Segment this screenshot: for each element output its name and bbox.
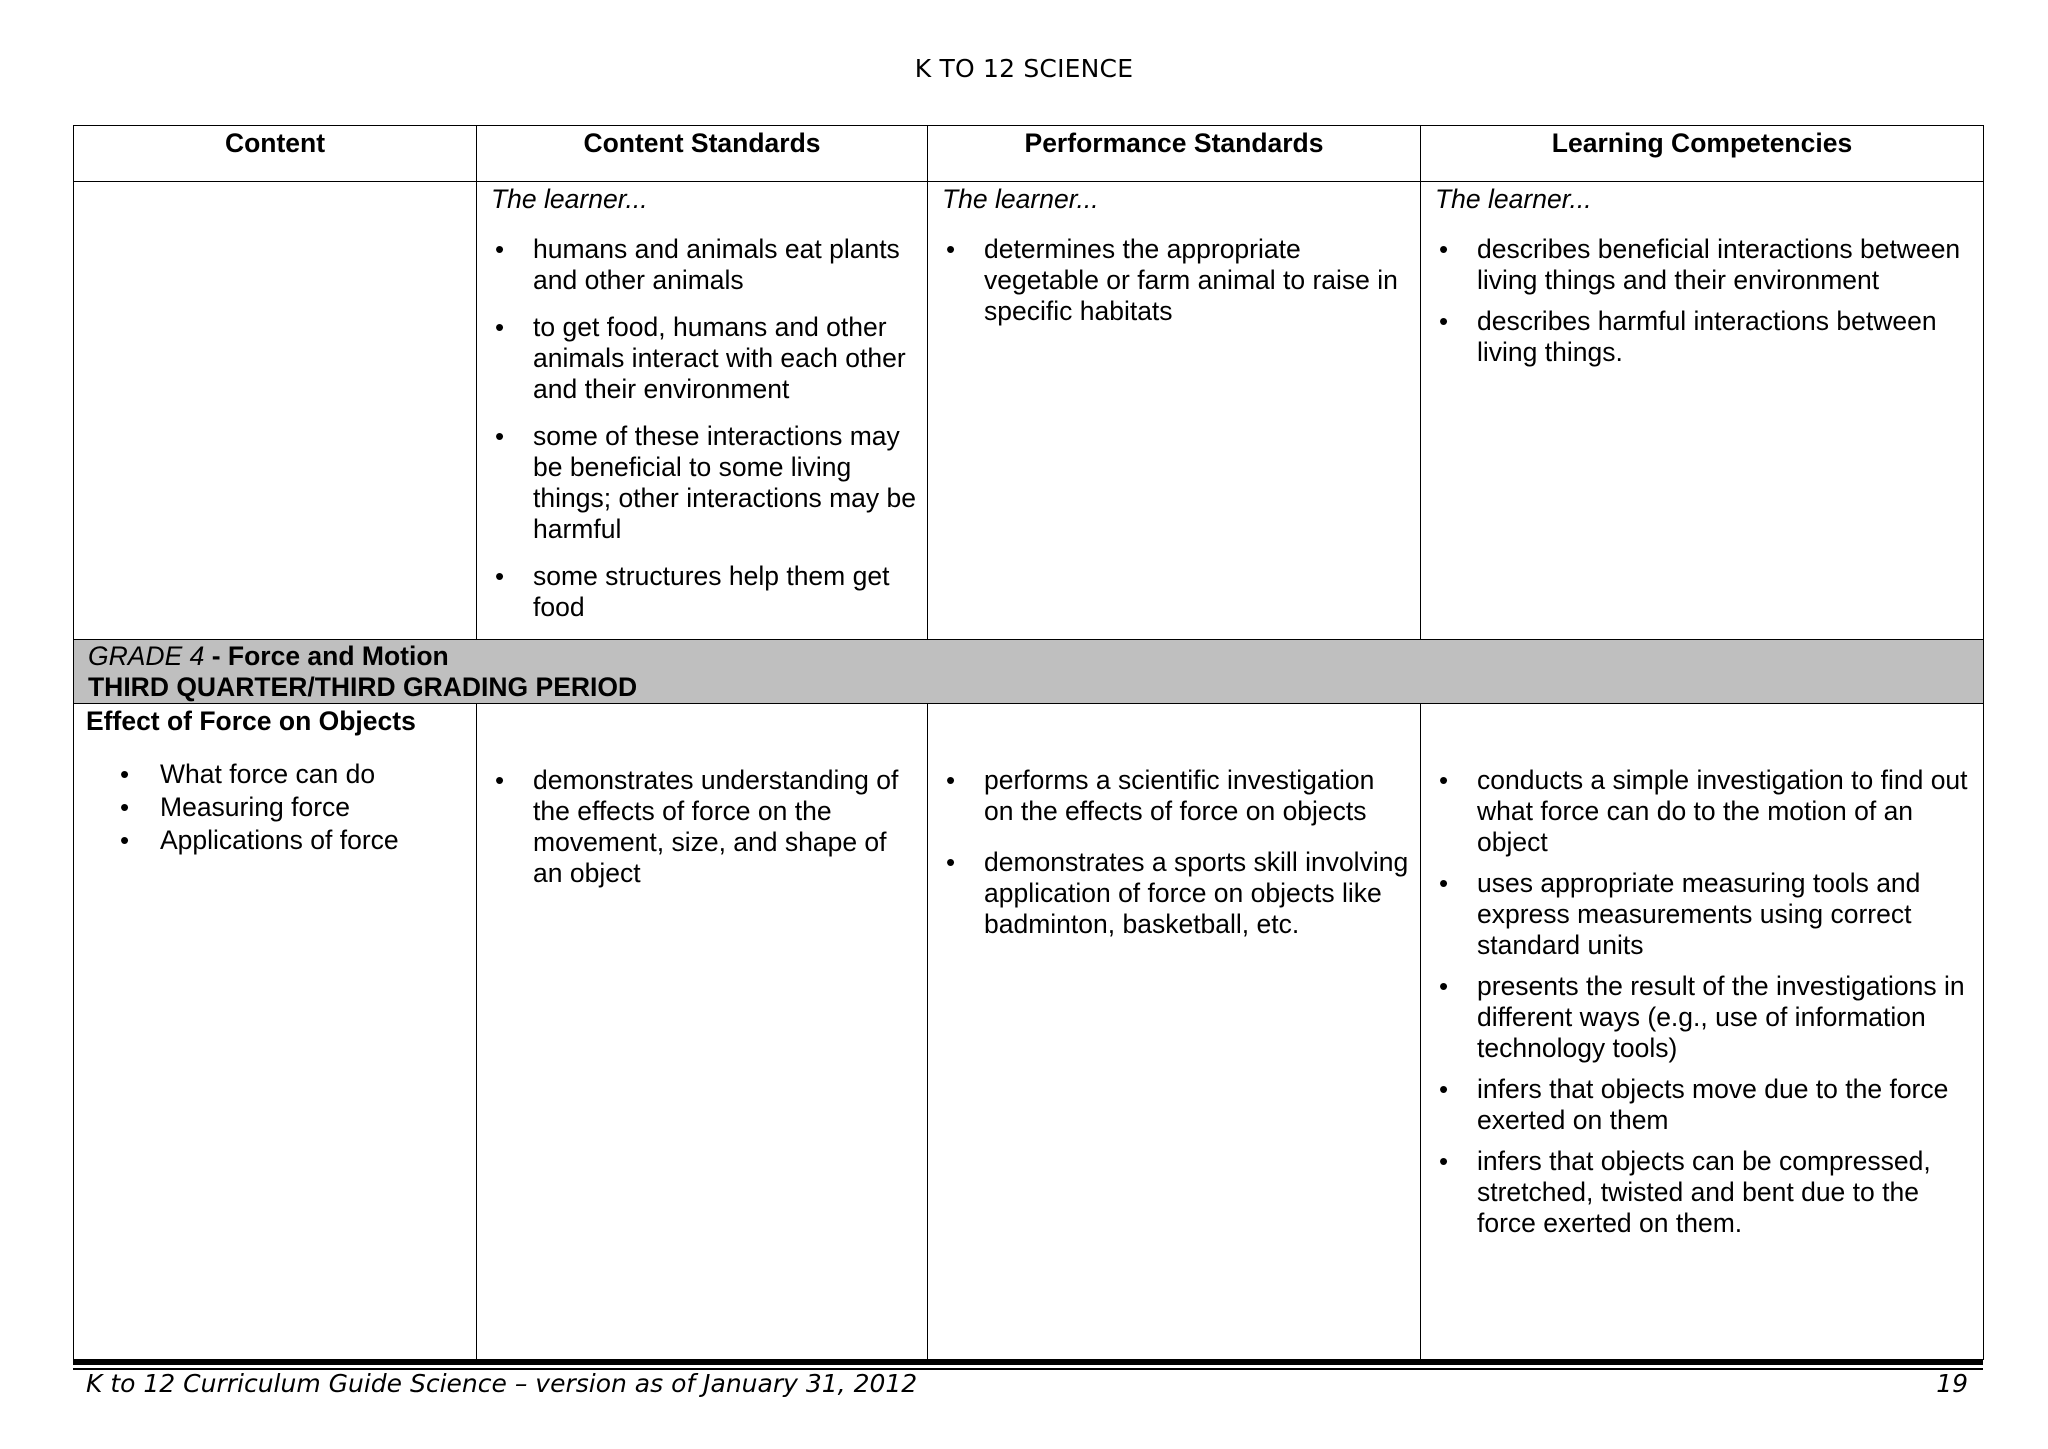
page-header-title: K TO 12 SCIENCE — [914, 54, 1134, 83]
section-band — [74, 640, 1984, 704]
column-header-performance-standards: Performance Standards — [928, 126, 1421, 182]
bullet-list — [1435, 234, 1973, 368]
column-header-content: Content — [74, 126, 477, 182]
content-topic-title: Effect of Force on Objects — [86, 706, 416, 736]
cell-content-standards — [477, 704, 928, 1360]
list-item: • What force can do — [116, 759, 466, 790]
table-header-row — [74, 126, 1984, 182]
cell-learning-competencies — [1421, 704, 1984, 1360]
bullet-list — [942, 765, 1410, 940]
list-item: • conducts a simple investigation to find out what force can do to the motion of an object — [1435, 765, 1973, 858]
section-band-row — [74, 640, 1984, 704]
list-item: • presents the result of the investigations in different ways (e.g., use of information technology tools) — [1435, 971, 1973, 1064]
cell-content — [74, 704, 477, 1360]
curriculum-table — [73, 125, 1984, 1360]
page-number: 19 — [1936, 1369, 1968, 1398]
list-item: • uses appropriate measuring tools and express measurements using correct standard units — [1435, 868, 1973, 961]
list-item: • demonstrates a sports skill involving application of force on objects like badminton, basketball, etc. — [942, 847, 1410, 940]
list-item: • determines the appropriate vegetable or farm animal to raise in specific habitats — [942, 234, 1410, 327]
list-item: • infers that objects move due to the force exerted on them — [1435, 1074, 1973, 1136]
list-item: • Measuring force — [116, 792, 466, 823]
list-item: • to get food, humans and other animals interact with each other and their environment — [491, 312, 917, 405]
list-item: • performs a scientific investigation on the effects of force on objects — [942, 765, 1410, 827]
column-header-learning-competencies: Learning Competencies — [1421, 126, 1984, 182]
list-item: • some structures help them get food — [491, 561, 917, 623]
list-item: • demonstrates understanding of the effects of force on the movement, size, and shape of an object — [491, 765, 917, 889]
bullet-list — [1435, 765, 1973, 1239]
list-item: • humans and animals eat plants and other animals — [491, 234, 917, 296]
learner-lead: The learner... — [1435, 184, 1592, 214]
list-item: • describes beneficial interactions between living things and their environment — [1435, 234, 1973, 296]
list-item: • Applications of force — [116, 825, 466, 856]
bullet-list — [86, 759, 466, 856]
list-item: • some of these interactions may be beneficial to some living things; other interactions may be harmful — [491, 421, 917, 545]
bullet-list — [491, 234, 917, 623]
learner-lead: The learner... — [491, 184, 648, 214]
topic-label: - Force and Motion — [204, 641, 449, 671]
list-item: • infers that objects can be compressed, stretched, twisted and bent due to the force exerted on them. — [1435, 1146, 1973, 1239]
table-row — [74, 182, 1984, 640]
list-item: • describes harmful interactions between living things. — [1435, 306, 1973, 368]
quarter-label: THIRD QUARTER/THIRD GRADING PERIOD — [88, 672, 638, 702]
bullet-list — [491, 765, 917, 889]
column-header-content-standards: Content Standards — [477, 126, 928, 182]
grade-label: GRADE 4 — [88, 641, 205, 671]
bullet-list — [942, 234, 1410, 327]
learner-lead: The learner... — [942, 184, 1099, 214]
cell-performance-standards — [928, 182, 1421, 640]
cell-content-empty — [74, 182, 477, 640]
table-row — [74, 704, 1984, 1360]
footer-version-text: K to 12 Curriculum Guide Science – version as of January 31, 2012 — [86, 1369, 918, 1398]
cell-content-standards — [477, 182, 928, 640]
footer-rule-thick — [73, 1359, 1983, 1365]
cell-learning-competencies — [1421, 182, 1984, 640]
cell-performance-standards — [928, 704, 1421, 1360]
